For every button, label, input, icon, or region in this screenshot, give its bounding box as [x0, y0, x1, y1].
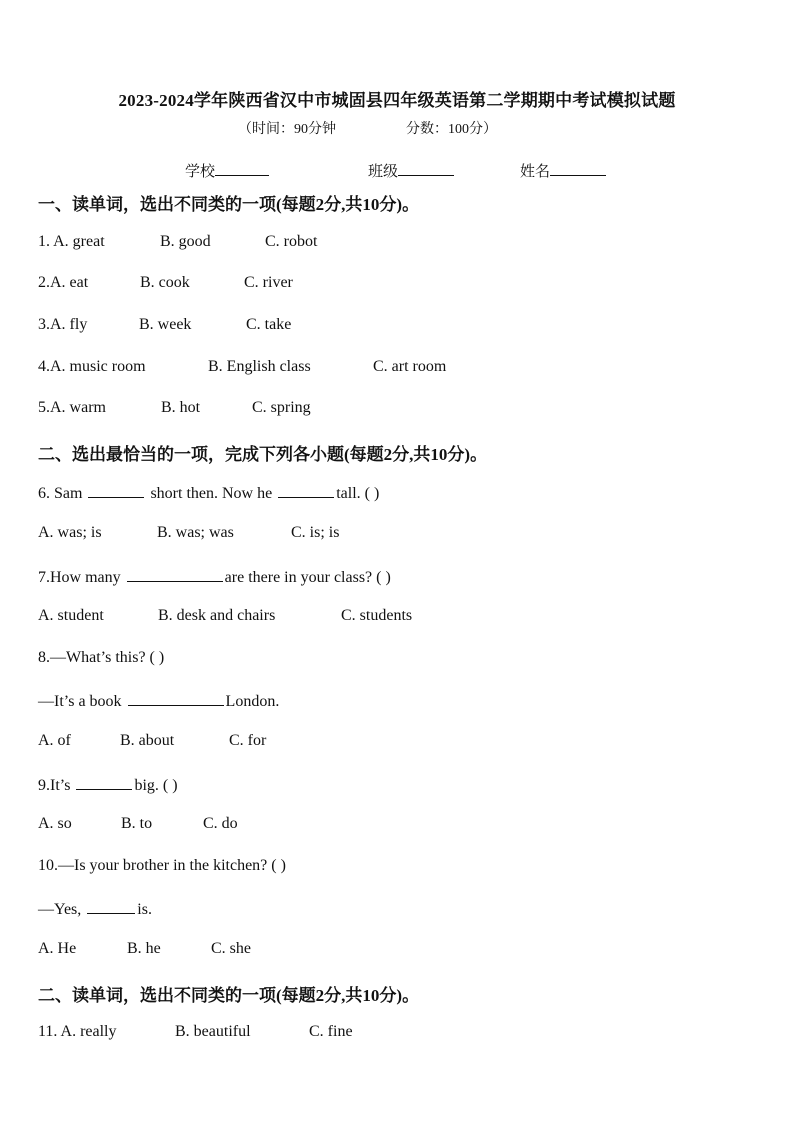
name-label: 姓名 [520, 164, 551, 180]
q7-stem-end: are there in your class? ( ) [224, 569, 391, 586]
q6-stem-middle: short then. Now he [150, 485, 273, 502]
q6-stem [38, 482, 379, 503]
q6-blank-2[interactable] [278, 482, 334, 498]
q8-option-c: C. for [229, 732, 267, 749]
q8-stem [38, 690, 279, 711]
q10-option-c: C. she [211, 940, 251, 957]
q7-blank[interactable] [127, 566, 223, 582]
q7-stem [38, 566, 391, 587]
q2-option-b: B. cook [140, 274, 190, 291]
q10-option-a: A. He [38, 940, 77, 957]
q1-option-b: B. good [160, 233, 211, 250]
q10-question: 10.—Is your brother in the kitchen? ( ) [38, 857, 286, 874]
q8-question: 8.—What’s this? ( ) [38, 649, 165, 666]
section-1-heading: 一、读单词，选出不同类的一项(每题2分,共10分)。 [38, 195, 420, 214]
name-field[interactable] [520, 160, 606, 181]
q4-option-a: 4.A. music room [38, 358, 146, 375]
q5-option-b: B. hot [161, 399, 201, 416]
q3-option-c: C. take [246, 316, 292, 333]
q6-blank-1[interactable] [88, 482, 144, 498]
q6-option-a: A. was; is [38, 524, 102, 541]
school-field[interactable] [185, 160, 269, 181]
q11-option-c: C. fine [309, 1023, 353, 1040]
class-blank[interactable] [398, 161, 454, 176]
section-3-heading: 二、读单词，选出不同类的一项(每题2分,共10分)。 [38, 986, 420, 1005]
q6-stem-end: tall. ( ) [336, 485, 380, 502]
name-blank[interactable] [550, 161, 606, 176]
q3-option-a: 3.A. fly [38, 316, 88, 333]
q5-option-a: 5.A. warm [38, 399, 106, 416]
q7-option-a: A. student [38, 607, 104, 624]
q8-stem-start: —It’s a book [38, 693, 122, 710]
q8-stem-end: London. [225, 693, 280, 710]
school-label: 学校 [185, 164, 216, 180]
q4-option-c: C. art room [373, 358, 447, 375]
q6-option-c: C. is; is [291, 524, 340, 541]
q9-stem [38, 774, 178, 795]
q10-stem-end: is. [137, 901, 152, 918]
q9-option-c: C. do [203, 815, 238, 832]
q10-stem [38, 898, 152, 919]
exam-subtitle: （时间：90分钟 分数：100分） [238, 122, 497, 137]
q4-option-b: B. English class [208, 358, 311, 375]
school-blank[interactable] [215, 161, 269, 176]
q3-option-b: B. week [139, 316, 192, 333]
q8-blank[interactable] [128, 690, 224, 706]
q6-option-b: B. was; was [157, 524, 234, 541]
q11-option-a: 11. A. really [38, 1023, 117, 1040]
q9-stem-end: big. ( ) [134, 777, 178, 794]
q10-option-b: B. he [127, 940, 161, 957]
q5-option-c: C. spring [252, 399, 311, 416]
q7-option-c: C. students [341, 607, 413, 624]
q8-option-b: B. about [120, 732, 175, 749]
q1-option-a: 1. A. great [38, 233, 105, 250]
section-2-heading: 二、选出最恰当的一项，完成下列各小题(每题2分,共10分)。 [38, 445, 488, 464]
q6-stem-start: 6. Sam [38, 485, 83, 502]
class-field[interactable] [368, 160, 454, 181]
q7-stem-start: 7.How many [38, 569, 121, 586]
q9-option-b: B. to [121, 815, 153, 832]
q10-stem-start: —Yes, [38, 901, 82, 918]
q7-option-b: B. desk and chairs [158, 607, 276, 624]
q2-option-a: 2.A. eat [38, 274, 89, 291]
q1-option-c: C. robot [265, 233, 318, 250]
q9-option-a: A. so [38, 815, 72, 832]
q11-option-b: B. beautiful [175, 1023, 251, 1040]
class-label: 班级 [368, 164, 399, 180]
q10-blank[interactable] [87, 898, 135, 914]
exam-title: 2023-2024学年陕西省汉中市城固县四年级英语第二学期期中考试模拟试题 [118, 91, 676, 110]
q9-blank[interactable] [76, 774, 132, 790]
q2-option-c: C. river [244, 274, 293, 291]
q9-stem-start: 9.It’s [38, 777, 71, 794]
q8-option-a: A. of [38, 732, 71, 749]
